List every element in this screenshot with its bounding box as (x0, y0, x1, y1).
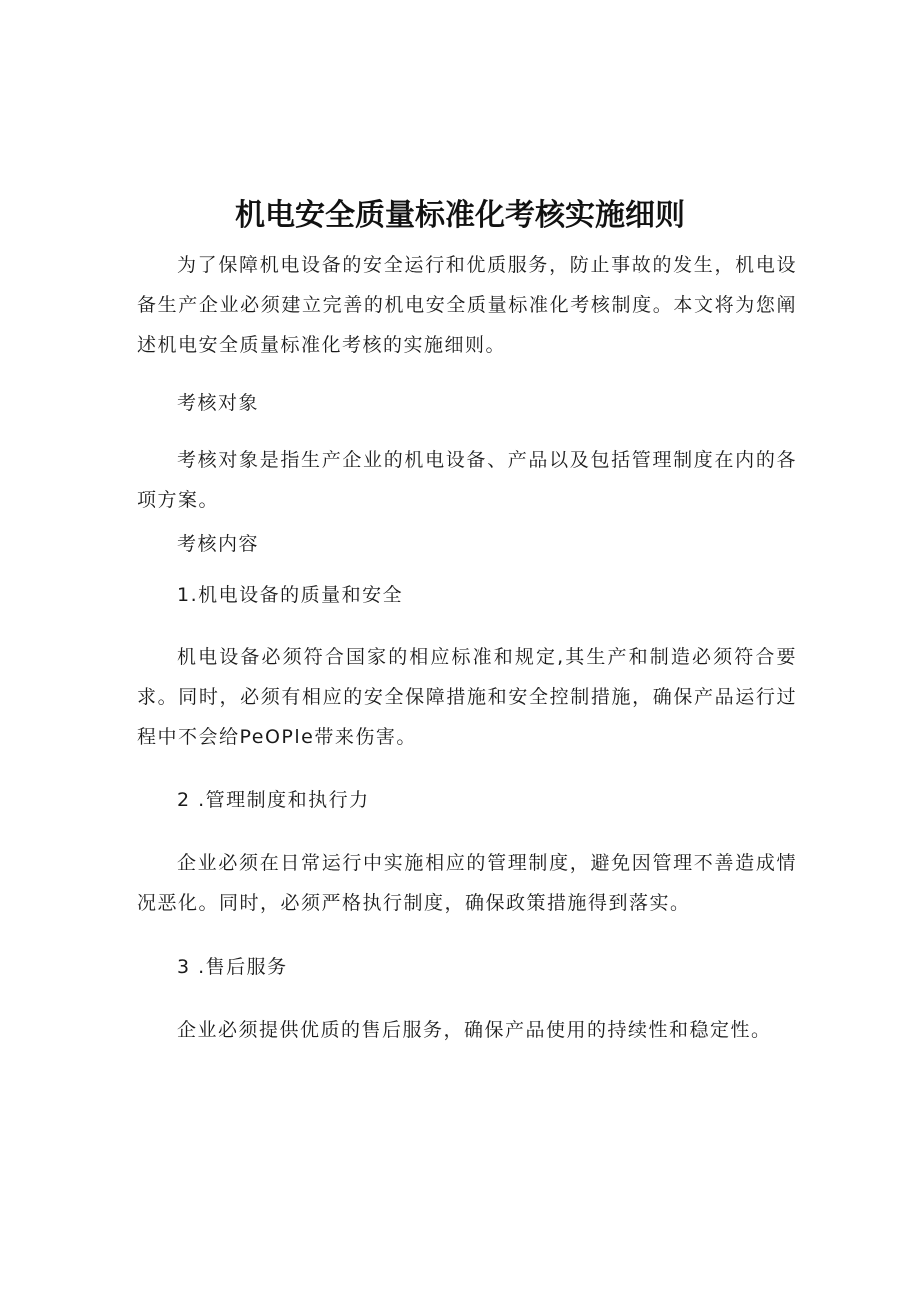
document-title: 机电安全质量标准化考核实施细则 (235, 198, 685, 233)
section-heading-target: 考核对象 (177, 392, 260, 414)
intro-paragraph: 为了保障机电设备的安全运行和优质服务，防止事故的发生，机电设备生产企业必须建立完善的机电安全质量标准化考核制度。本文将为您阐述机电安全质量标准化考核的实施细则。 (137, 254, 797, 356)
section-heading-content: 考核内容 (177, 533, 260, 555)
section-body-target: 考核对象是指生产企业的机电设备、产品以及包括管理制度在内的各项方案。 (137, 449, 797, 511)
item3-body: 企业必须提供优质的售后服务，确保产品使用的持续性和稳定性。 (177, 1019, 772, 1041)
item2-heading: 2 .管理制度和执行力 (177, 789, 370, 811)
item3-heading: 3 .售后服务 (177, 956, 288, 978)
item1-body: 机电设备必须符合国家的相应标准和规定,其生产和制造必须符合要求。同时，必须有相应的安全保障措施和安全控制措施，确保产品运行过程中不会给PeOPle带来伤害。 (137, 646, 797, 748)
item1-heading: 1.机电设备的质量和安全 (177, 584, 404, 606)
item2-body: 企业必须在日常运行中实施相应的管理制度，避免因管理不善造成情况恶化。同时，必须严格执行制度，确保政策措施得到落实。 (137, 852, 797, 914)
